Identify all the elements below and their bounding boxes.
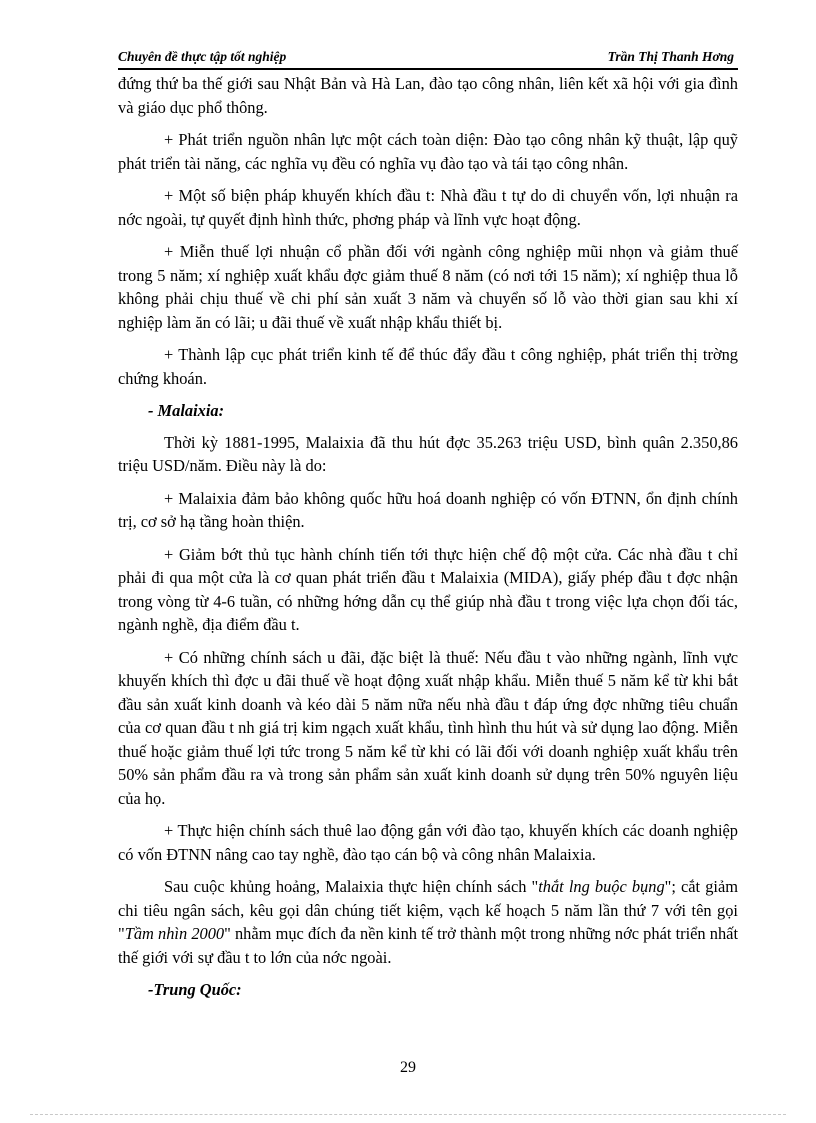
paragraph: + Malaixia đảm bảo không quốc hữu hoá doanh nghiệp có vốn ĐTNN, ổn định chính trị, cơ sở hạ tầng hoàn thiện.	[118, 488, 738, 531]
crisis-italic-2: Tầm nhìn 2000	[124, 924, 225, 943]
paragraph: + Giảm bớt thủ tục hành chính tiến tới thực hiện chế độ một cửa. Các nhà đầu t chỉ phải đi qua một cửa là cơ quan phát triển đầu t Malaixia (MIDA), giấy phép đầu t đợc nhận trong vòng từ 4-6 tuần, có những hớng dẫn cụ thể giúp nhà đầu t trong việc lựa chọn đối tác, ngành nghề, địa điểm đầu t.	[118, 544, 738, 634]
paragraph: Thời kỳ 1881-1995, Malaixia đã thu hút đợc 35.263 triệu USD, bình quân 2.350,86 triệu USD/năm. Điều này là do:	[118, 432, 738, 475]
header-author: Trần Thị Thanh Hơng	[607, 49, 734, 64]
crisis-text-3: " nhằm mục đích đa nền kinh tế trở thành một trong những nớc phát triển nhất thế giới với sự đầu t to lớn của nớc ngoài.	[118, 924, 738, 967]
subheading-malaixia: - Malaixia:	[148, 401, 225, 420]
paragraph: đứng thứ ba thế giới sau Nhật Bản và Hà Lan, đào tạo công nhân, liên kết xã hội với gia đình và giáo dục phổ thông.	[118, 74, 738, 117]
paragraph: + Thực hiện chính sách thuê lao động gắn với đào tạo, khuyến khích các doanh nghiệp có vốn ĐTNN nâng cao tay nghề, đào tạo cán bộ và công nhân Malaixia.	[118, 821, 738, 864]
header-title: Chuyên đề thực tập tốt nghiệp	[118, 49, 287, 64]
document-body	[118, 72, 738, 1010]
page-header	[118, 48, 738, 70]
paragraph: + Miễn thuế lợi nhuận cổ phần đối với ngành công nghiệp mũi nhọn và giảm thuế trong 5 năm; xí nghiệp xuất khẩu đợc giảm thuế 8 năm (có nơi tới 15 năm); xí nghiệp thua lỗ không phải chịu thuế về chi phí sản xuất 3 năm và chuyển số lỗ vào thời gian sau khi xí nghiệp làm ăn có lãi; u đãi thuế về xuất nhập khẩu thiết bị.	[118, 242, 738, 332]
paragraph: + Một số biện pháp khuyến khích đầu t: Nhà đầu t tự do di chuyển vốn, lợi nhuận ra nớc ngoài, tự quyết định hình thức, phơng pháp và lĩnh vực hoạt động.	[118, 186, 738, 229]
crisis-italic-1: thắt lng buộc bụng	[538, 877, 665, 896]
page-bottom-divider	[30, 1114, 786, 1115]
paragraph: + Phát triển nguồn nhân lực một cách toàn diện: Đào tạo công nhân kỹ thuật, lập quỹ phát triển tài năng, các nghĩa vụ đều có nghĩa vụ đào tạo và tái tạo công nhân.	[118, 130, 738, 173]
crisis-text-1: Sau cuộc khủng hoảng, Malaixia thực hiện chính sách "	[164, 877, 539, 896]
paragraph-crisis	[118, 875, 738, 969]
paragraph: + Có những chính sách u đãi, đặc biệt là thuế: Nếu đầu t vào những ngành, lĩnh vực khuyến khích thì đợc u đãi thuế về hoạt động xuất nhập khẩu. Miễn thuế 5 năm kể từ khi bắt đầu sản xuất kinh doanh và kéo dài 5 năm nữa nếu nhà đầu t đáp ứng đợc những tiêu chuẩn của cơ quan đầu t nh giá trị kim ngạch xuất khẩu, tình hình thu hút và sử dụng lao động. Miễn thuế hoặc giảm thuế lợi tức trong 5 năm kể từ khi có lãi đối với doanh nghiệp xuất khẩu trên 50% sản phẩm đầu ra và trong sản phẩm sản xuất kinh doanh sử dụng trên 50% nguyên liệu của họ.	[118, 647, 738, 808]
subheading-china: -Trung Quốc:	[148, 980, 242, 999]
paragraph: + Thành lập cục phát triển kinh tế để thúc đẩy đầu t công nghiệp, phát triển thị trờng chứng khoán.	[118, 345, 738, 388]
crisis-text-2: "; cắt giảm chi tiêu ngân sách, kêu gọi dân chúng tiết kiệm, vạch kế hoạch 5 năm lần thứ 7 với tên gọi "	[118, 877, 738, 943]
page-number: 29	[400, 1059, 416, 1076]
